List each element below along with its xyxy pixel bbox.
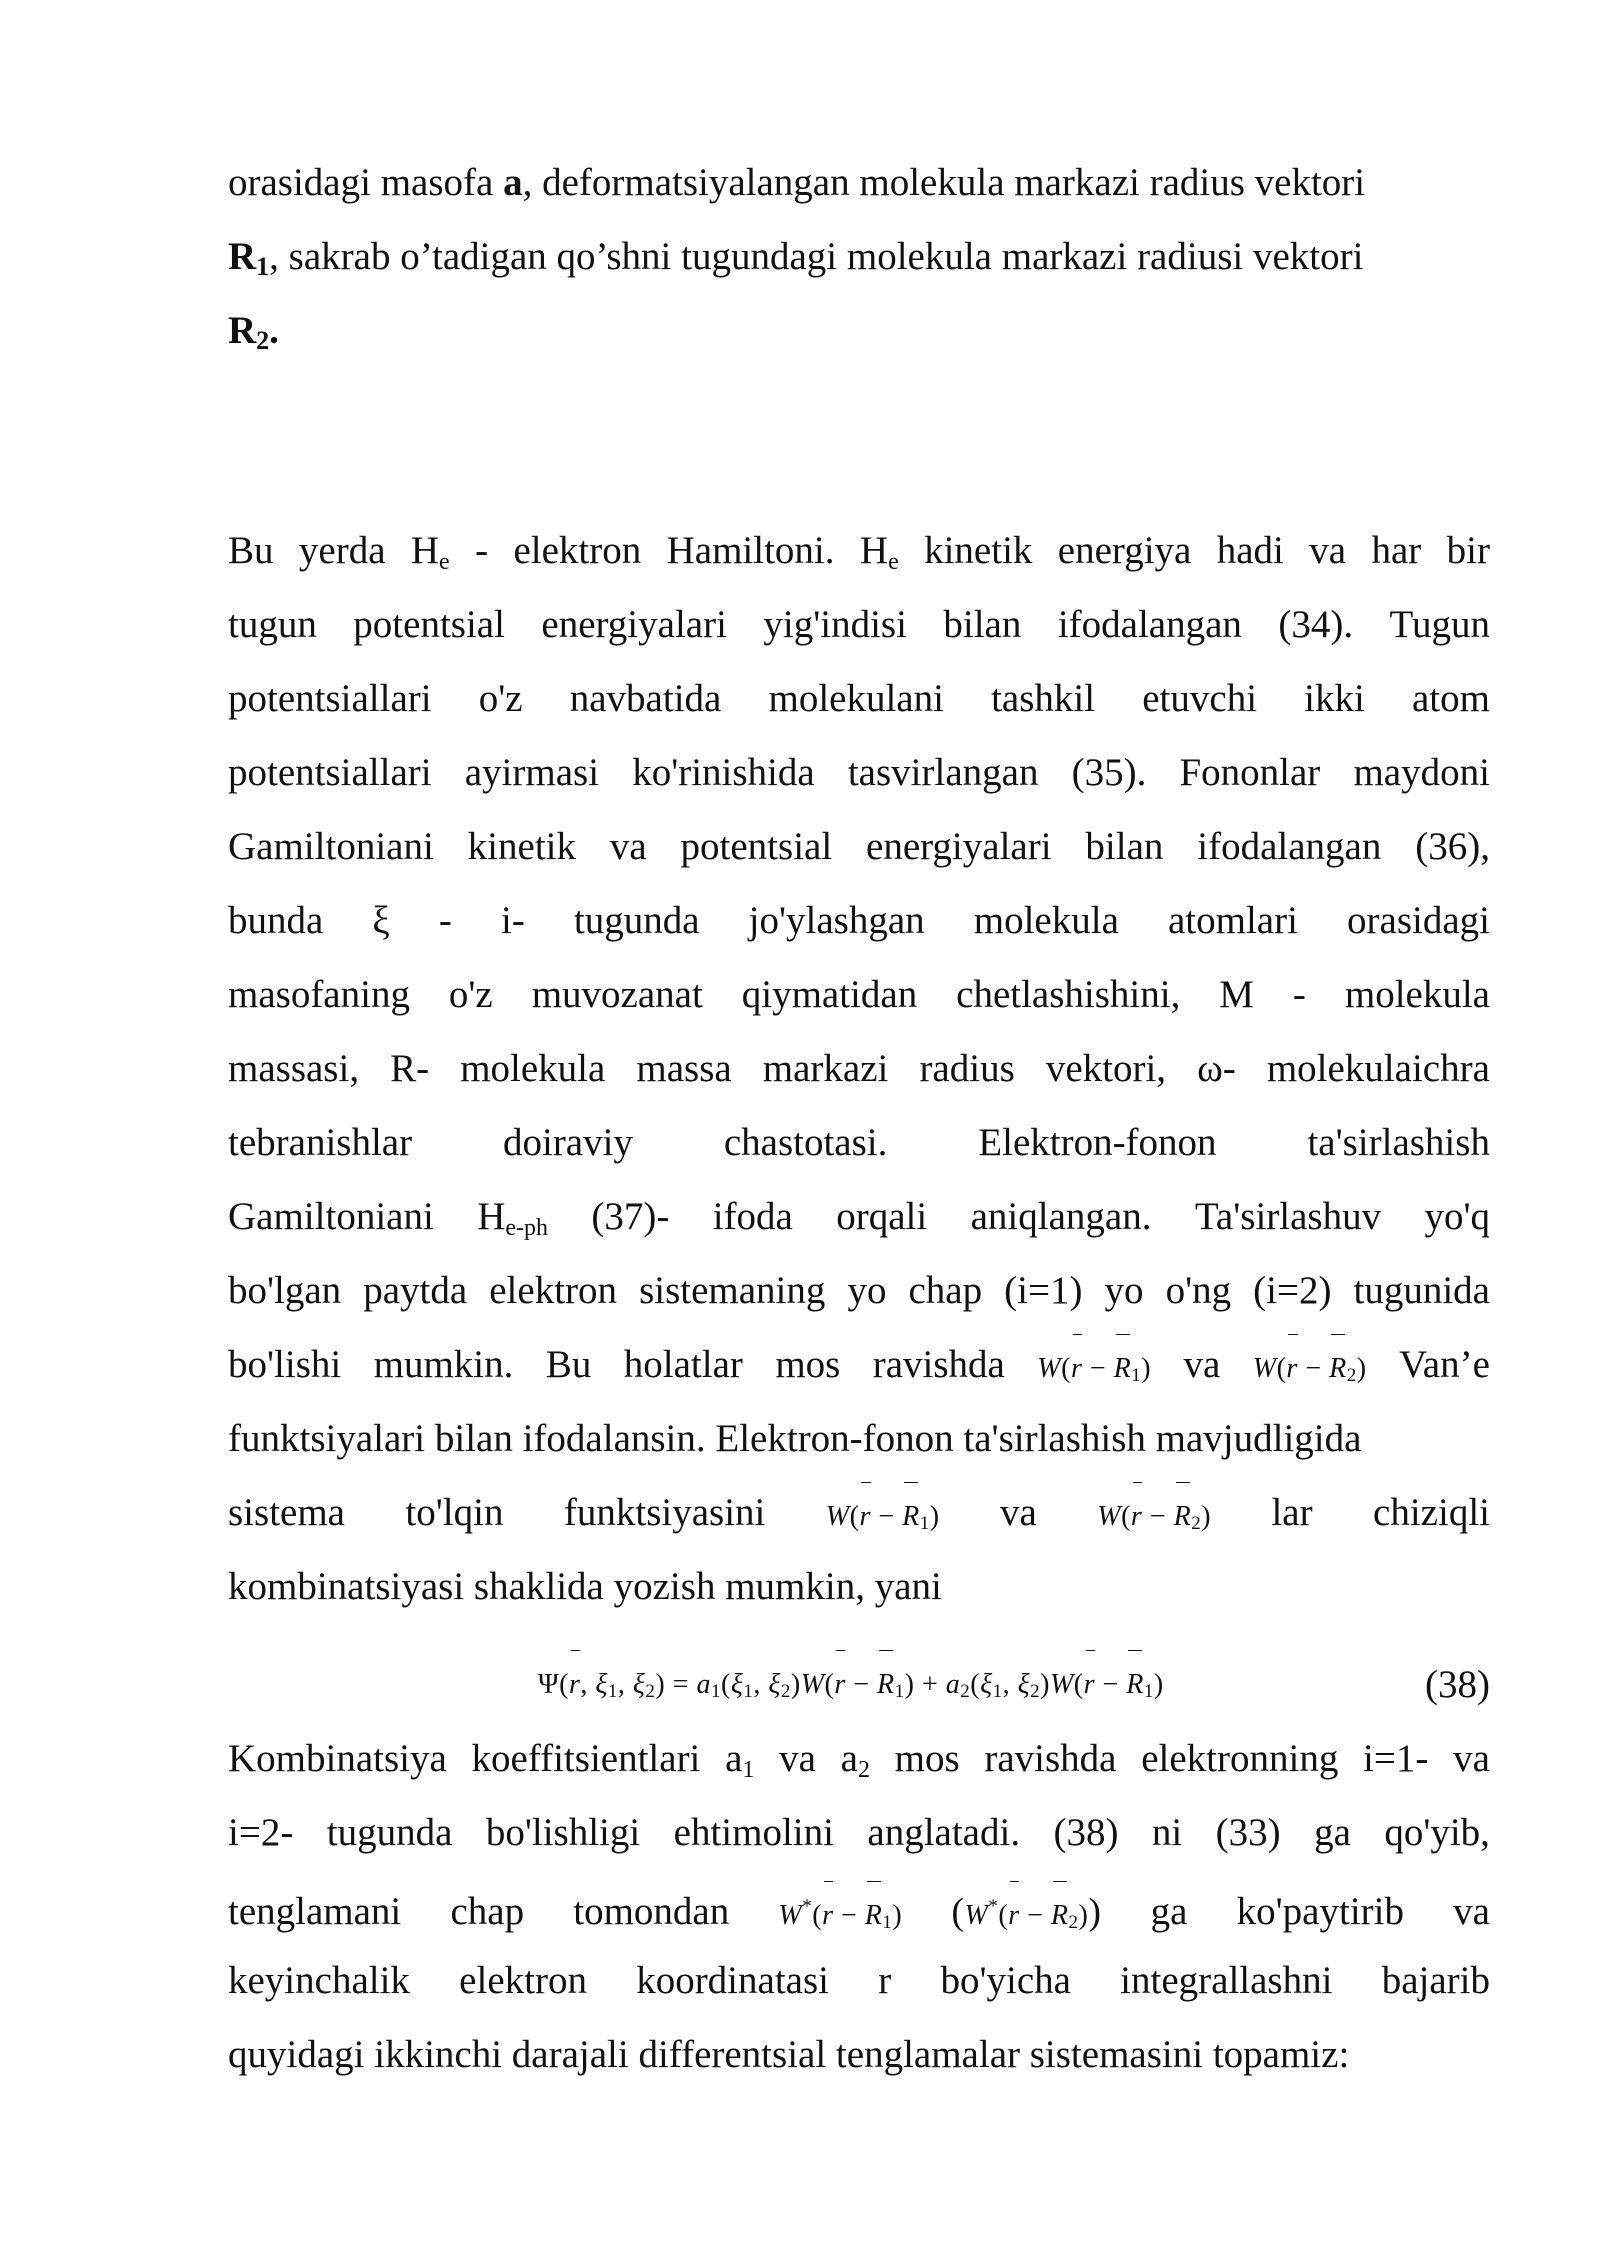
text-line: masofaning o'z muvozanat qiymatidan chetlashishini, M - molekula — [228, 973, 1490, 1016]
text-line: i=2- tugunda bo'lishligi ehtimolini anglatadi. (38) ni (33) ga qo'yib, — [228, 1811, 1490, 1854]
text-line: quyidagi ikkinchi darajali differentsial tenglamalar sistemasini topamiz: — [228, 2033, 1350, 2076]
text-line: Gamiltoniani $H_{e-ph}$ (37)- ifoda orqali aniqlangan. Ta'sirlashuv yo'q — [228, 1195, 1490, 1241]
text-line: tugun potentsial energiyalari yig'indisi bilan ifodalangan (34). Tugun — [228, 603, 1490, 646]
text-line — [228, 294, 1490, 368]
text-span: , sakrab o’tadigan qo’shni tugundagi molekula markazi radiusi vektori — [269, 235, 1364, 278]
bold-term: a — [503, 161, 523, 204]
text-line: funktsiyalari bilan ifodalansin. Elektron-fonon ta'sirlashish mavjudligida — [228, 1417, 1362, 1460]
paragraph-intro — [228, 146, 1490, 368]
bold-term: R2. — [228, 309, 279, 355]
paragraph-hamiltonian — [228, 514, 1490, 1624]
inline-formula: (W*(r − R2)) — [951, 1870, 1101, 1960]
text-line: Kombinatsiya koeffitsientlari $a_1$ va $a_2$ mos ravishda elektronning i=1- va — [228, 1737, 1490, 1783]
inline-formula: W(r − R2) — [1097, 1480, 1211, 1561]
inline-formula: W(r − R2) — [1253, 1332, 1367, 1413]
paragraph-combination — [228, 1722, 1490, 2092]
text-line: massasi, R- molekula massa markazi radius vektori, ω- molekulaichra — [228, 1047, 1490, 1090]
inline-formula: W(r − R1) — [1037, 1332, 1151, 1413]
inline-formula: W(r − R1) — [826, 1480, 940, 1561]
text-line: bunda ξ - i- tugunda jo'ylashgan molekula atomlari orasidagi — [228, 899, 1490, 942]
text-line: tebranishlar doiraviy chastotasi. Elektron-fonon ta'sirlashish — [228, 1121, 1490, 1164]
text-line: tenglamani chap tomondan W*(r − R1) (W*(r − R2)) ga ko'paytirib va — [228, 1870, 1490, 1944]
display-formula: Ψ(r, ξ1, ξ2) = a1(ξ1, ξ2)W(r − R1) + a2(ξ1, ξ2)W(r − R1) — [538, 1648, 1164, 1729]
text-line: potentsiallari o'z navbatida molekulani tashkil etuvchi ikki atom — [228, 677, 1490, 720]
text-span: , deformatsiyalangan molekula markazi radius vektori — [522, 161, 1366, 204]
text-line — [228, 146, 1490, 220]
text-line: keyinchalik elektron koordinatasi r bo'yicha integrallashni bajarib — [228, 1959, 1490, 2002]
equation-number: (38) — [1425, 1663, 1490, 1706]
text-line: sistema to'lqin funktsiyasini W(r − R1) va W(r − R2) lar chiziqli — [228, 1476, 1490, 1550]
text-line: kombinatsiyasi shaklida yozish mumkin, yani — [228, 1565, 942, 1608]
text-line: bo'lgan paytda elektron sistemaning yo chap (i=1) yo o'ng (i=2) tugunida — [228, 1269, 1490, 1312]
text-line: bo'lishi mumkin. Bu holatlar mos ravishda W(r − R1) va W(r − R2) Van’e — [228, 1328, 1490, 1402]
equation-38 — [228, 1648, 1490, 1722]
bold-term: R1 — [228, 235, 270, 281]
text-line: Bu yerda $H_e$ - elektron Hamiltoni. $H_e$ kinetik energiya hadi va har bir — [228, 529, 1490, 575]
text-line: potentsiallari ayirmasi ko'rinishida tasvirlangan (35). Fononlar maydoni — [228, 751, 1490, 794]
text-span: orasidagi masofa — [228, 161, 504, 204]
text-line — [228, 220, 1490, 294]
inline-formula: W*(r − R1) — [778, 1870, 902, 1960]
text-line: Gamiltoniani kinetik va potentsial energiyalari bilan ifodalangan (36), — [228, 825, 1490, 868]
